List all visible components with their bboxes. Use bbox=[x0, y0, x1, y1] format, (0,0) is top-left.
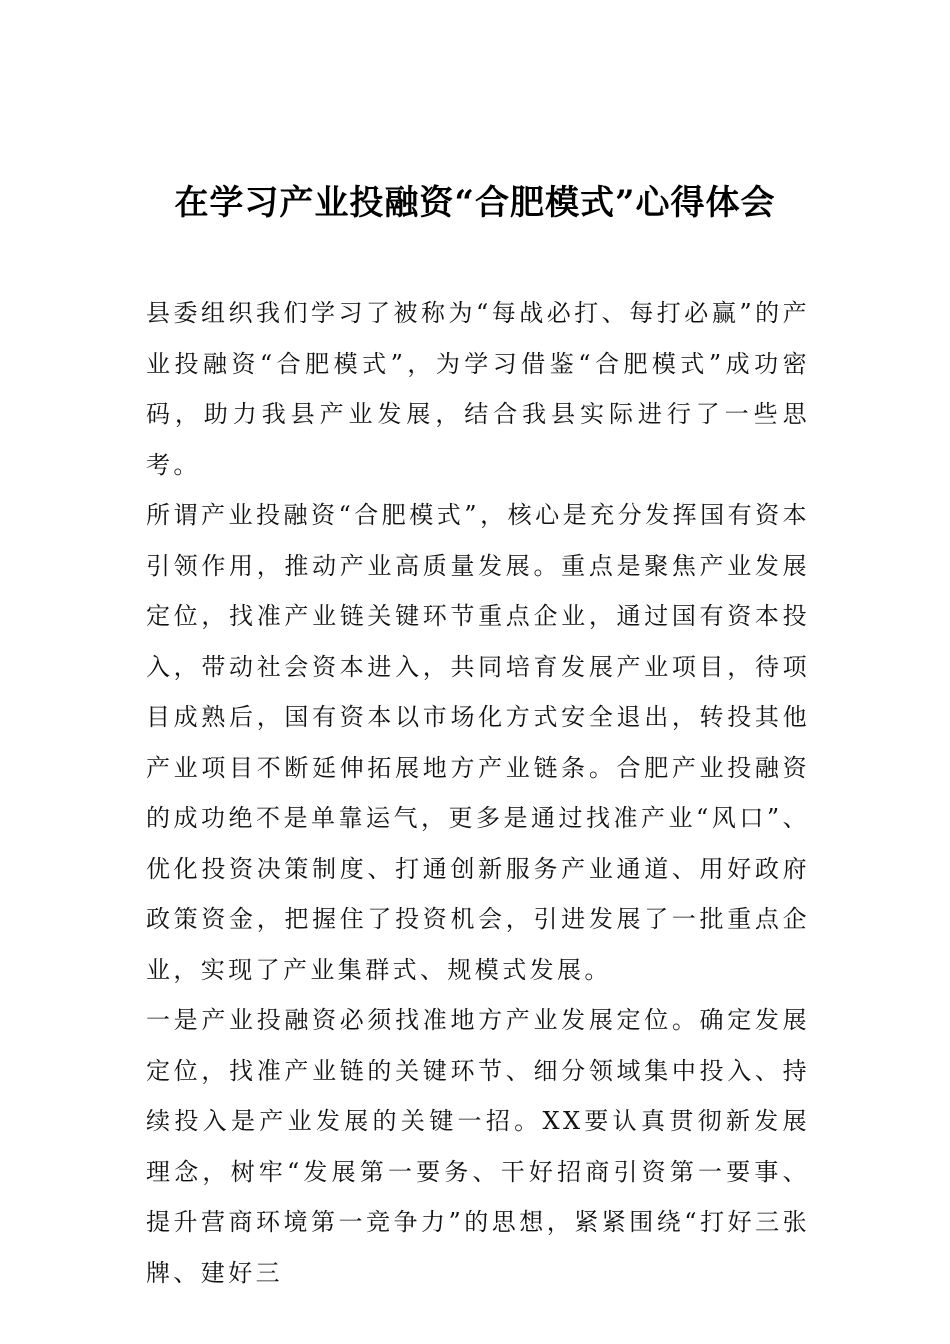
document-body bbox=[146, 288, 810, 1298]
paragraph-intro: 县委组织我们学习了被称为“每战必打、每打必赢”的产业投融资“合肥模式”，为学习借鉴“合肥模式”成功密码，助力我县产业发展，结合我县实际进行了一些思考。 bbox=[146, 299, 810, 479]
document-title: 在学习产业投融资“合肥模式”心得体会 bbox=[174, 182, 776, 223]
paragraph-model-explanation: 所谓产业投融资“合肥模式”，核心是充分发挥国有资本引领作用，推动产业高质量发展。重点是聚焦产业发展定位，找准产业链关键环节重点企业，通过国有资本投入，带动社会资本进入，共同培育发展产业项目，待项目成熟后，国有资本以市场化方式安全退出，转投其他产业项目不断延伸拓展地方产业链条。合肥产业投融资的成功绝不是单靠运气，更多是通过找准产业“风口”、优化投资决策制度、打通创新服务产业通道、用好政府政策资金，把握住了投资机会，引进发展了一批重点企业，实现了产业集群式、规模式发展。 bbox=[146, 501, 810, 984]
paragraph-point-one: 一是产业投融资必须找准地方产业发展定位。确定发展定位，找准产业链的关键环节、细分领域集中投入、持续投入是产业发展的关键一招。XX要认真贯彻新发展理念，树牢“发展第一要务、干好招商引资第一要事、提升营商环境第一竞争力”的思想，紧紧围绕“打好三张牌、建好三 bbox=[146, 1006, 810, 1287]
